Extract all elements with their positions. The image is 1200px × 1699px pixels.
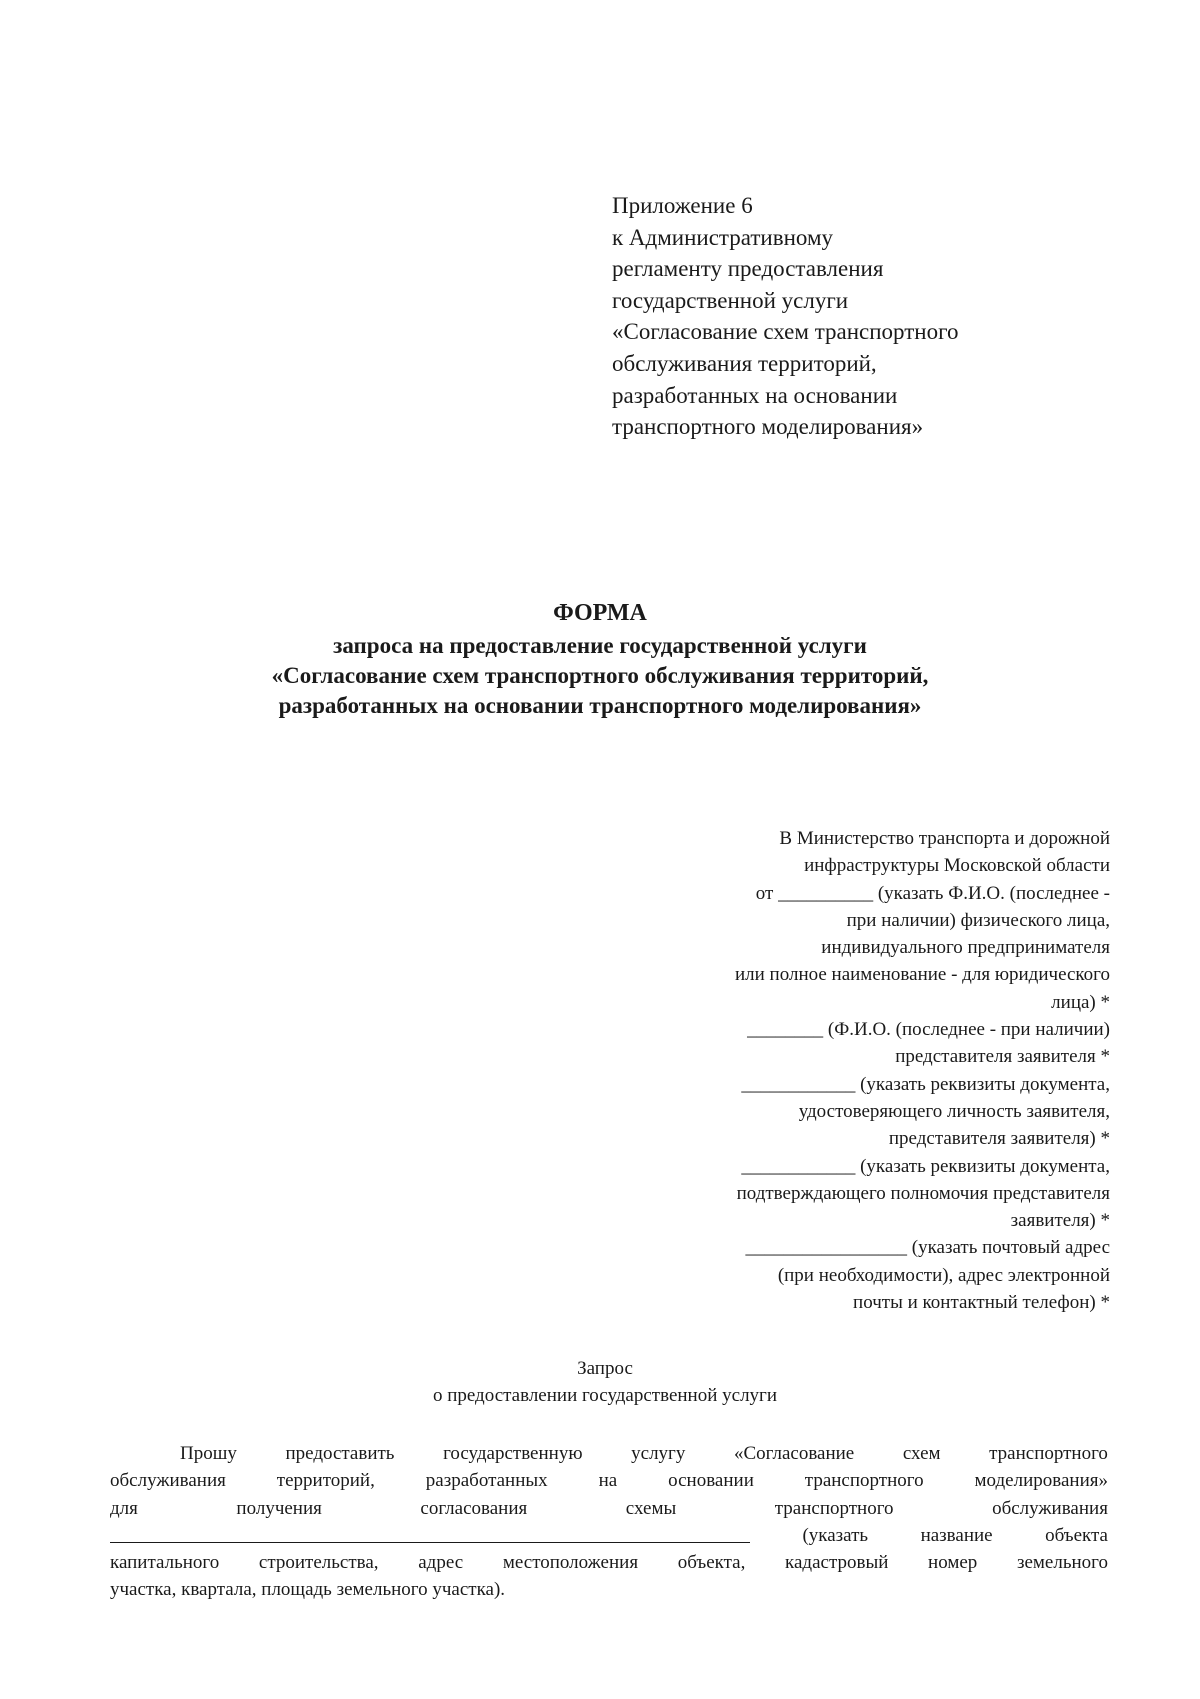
word: согласования (420, 1497, 528, 1519)
addressee-line: индивидуального предпринимателя (821, 937, 1110, 959)
word: разработанных (425, 1470, 548, 1492)
addressee-line: заявителя) * (1010, 1210, 1110, 1232)
word: кадастровый (785, 1552, 889, 1574)
word: обслуживания (110, 1470, 226, 1492)
word: название (920, 1524, 993, 1546)
addressee-line: инфраструктуры Московской области (804, 855, 1110, 877)
addressee-line: лица) * (1051, 991, 1110, 1013)
word: территорий, (276, 1470, 375, 1492)
word: адрес (418, 1552, 464, 1574)
word: номер (928, 1552, 978, 1574)
word: схем (902, 1443, 941, 1464)
word: государственную (443, 1443, 583, 1464)
addressee-line: ________ (Ф.И.О. (последнее - при наличии) (747, 1019, 1110, 1041)
addressee-line: ____________ (указать реквизиты документа, (741, 1155, 1110, 1177)
request-subtitle: о предоставлении государственной услуги (432, 1385, 778, 1406)
addressee-line: от __________ (указать Ф.И.О. (последнее - (755, 882, 1110, 904)
word: транспортного (989, 1443, 1108, 1464)
appendix-line: государственной услуги (612, 287, 849, 313)
appendix-line: разработанных на основании (612, 382, 898, 408)
word: основании (668, 1470, 754, 1492)
addressee-line: подтверждающего полномочия представителя (736, 1182, 1110, 1204)
appendix-line: «Согласование схем транспортного (612, 319, 959, 345)
word: услугу (631, 1443, 686, 1464)
request-body-line (110, 1467, 1108, 1494)
word: Прошу (180, 1443, 237, 1464)
word: получения (236, 1497, 322, 1519)
word: обслуживания (992, 1497, 1108, 1519)
word: «Согласование (733, 1443, 855, 1464)
word: объекта (1045, 1524, 1108, 1546)
word: капитального (110, 1552, 220, 1574)
form-title-line: запроса на предоставление государственной услуги (333, 633, 867, 658)
object-blank-line (110, 1522, 750, 1543)
word: (указать (802, 1524, 869, 1546)
addressee-block (590, 825, 1110, 1316)
addressee-line: представителя заявителя * (895, 1046, 1110, 1068)
form-title-line: разработанных на основании транспортного моделирования» (278, 693, 922, 718)
form-title-line: «Согласование схем транспортного обслуживания территорий, (271, 663, 929, 688)
word: транспортного (804, 1470, 924, 1492)
request-body-last-line: участка, квартала, площадь земельного участка). (110, 1579, 506, 1601)
addressee-line: (при необходимости), адрес электронной (777, 1264, 1110, 1286)
word: предоставить (285, 1443, 395, 1464)
word: на (598, 1470, 618, 1492)
addressee-line: В Министерство транспорта и дорожной (779, 828, 1110, 849)
addressee-line: _________________ (указать почтовый адрес (745, 1237, 1110, 1259)
appendix-line: Приложение 6 (612, 193, 753, 218)
appendix-line: обслуживания территорий, (612, 350, 877, 376)
appendix-block (612, 190, 1092, 443)
request-body-line (110, 1576, 1108, 1603)
word: объекта, (677, 1552, 746, 1574)
appendix-line: регламенту предоставления (612, 256, 884, 282)
addressee-line: представителя заявителя) * (888, 1128, 1110, 1150)
word: местоположения (502, 1552, 639, 1574)
appendix-line: транспортного моделирования» (612, 414, 924, 440)
addressee-line: при наличии) физического лица, (846, 909, 1110, 931)
appendix-line: к Административному (612, 224, 834, 250)
request-body-line (110, 1440, 1108, 1467)
word: для (110, 1497, 138, 1519)
addressee-line: удостоверяющего личность заявителя, (798, 1100, 1110, 1122)
request-body-line (110, 1522, 1108, 1549)
addressee-line: ____________ (указать реквизиты документа, (741, 1073, 1110, 1095)
request-title: Запрос (577, 1358, 633, 1379)
form-title-block (100, 598, 1100, 721)
request-title-block (100, 1355, 1110, 1409)
request-body-line (110, 1495, 1108, 1522)
word: земельного (1016, 1552, 1108, 1574)
word: строительства, (258, 1552, 379, 1574)
word: моделирования» (974, 1470, 1108, 1492)
word: транспортного (774, 1497, 894, 1519)
request-body (110, 1440, 1108, 1604)
form-heading: ФОРМА (553, 600, 647, 626)
request-body-line (110, 1549, 1108, 1576)
addressee-line: или полное наименование - для юридического (734, 964, 1110, 986)
word: схемы (625, 1497, 677, 1519)
addressee-line: почты и контактный телефон) * (853, 1292, 1110, 1314)
